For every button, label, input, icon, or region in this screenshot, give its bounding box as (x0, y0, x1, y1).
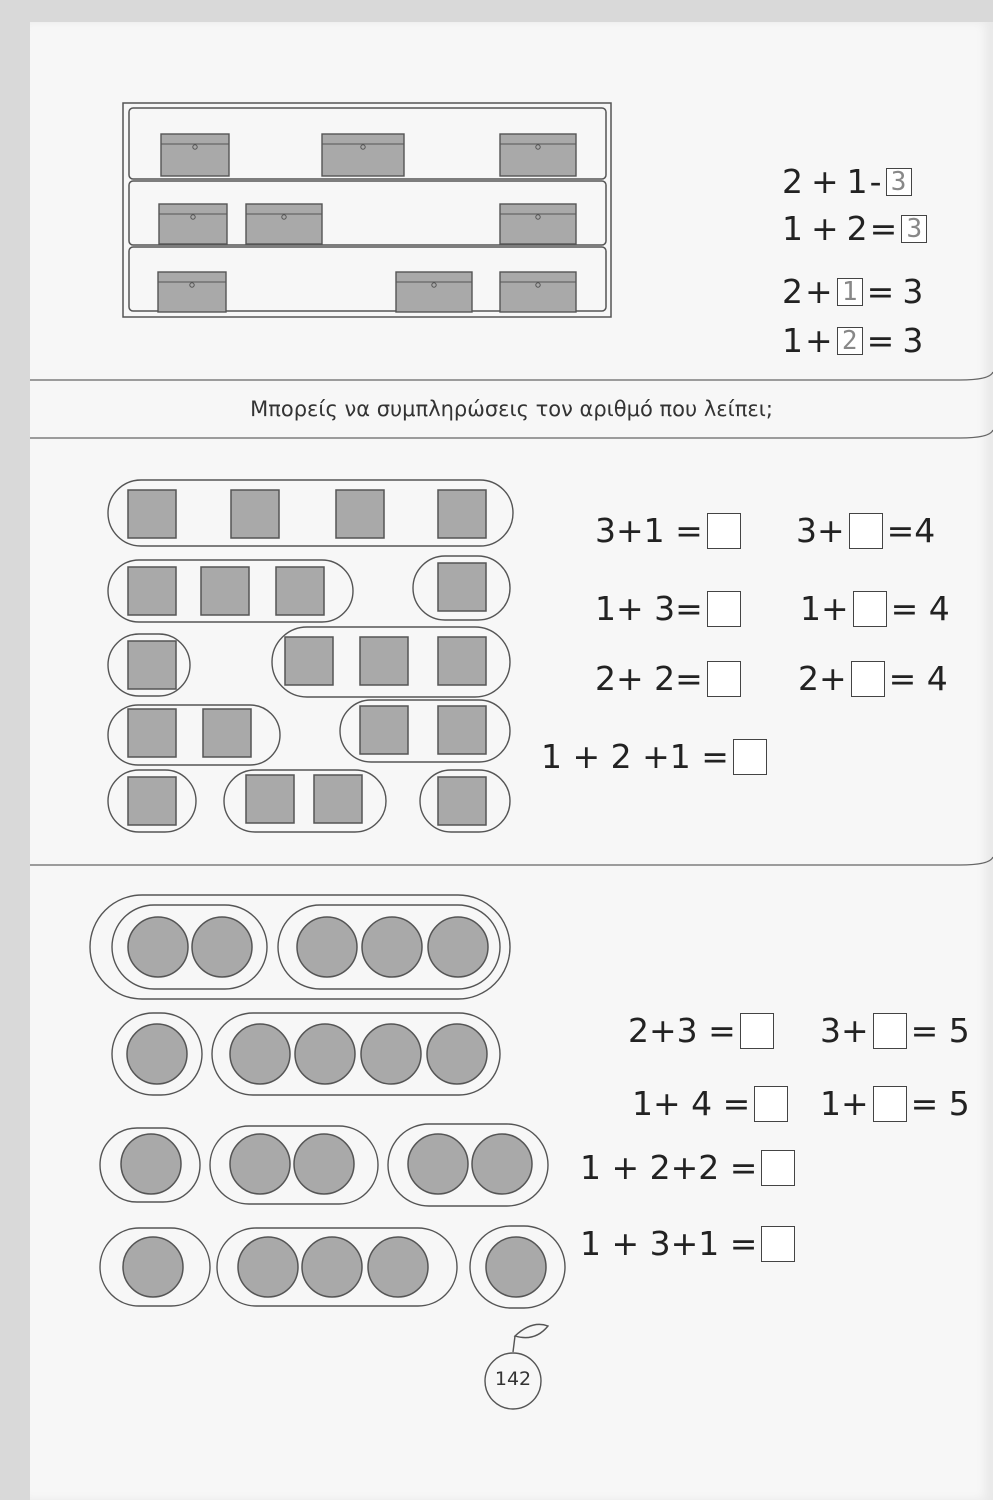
shelf-box (159, 204, 227, 244)
counting-circle (486, 1237, 546, 1297)
answer-box[interactable] (740, 1013, 774, 1049)
answer-box[interactable] (851, 661, 885, 697)
counting-circle (230, 1134, 290, 1194)
page-number: 142 (494, 1368, 532, 1390)
counting-square (128, 777, 176, 825)
equation-text: = 4 (890, 589, 950, 628)
counting-square (438, 490, 486, 538)
shelf-equation-1 (782, 163, 914, 201)
operator: - (869, 162, 882, 201)
shelf-box (161, 134, 229, 176)
shelf-equation-3 (782, 273, 923, 311)
counting-square (285, 637, 333, 685)
counting-circle (361, 1024, 421, 1084)
answer-box[interactable]: 3 (886, 168, 912, 196)
operator: = (869, 209, 898, 248)
equation-term: 1 (782, 209, 803, 248)
counting-circle (472, 1134, 532, 1194)
counting-circle (192, 917, 252, 977)
counting-circle (427, 1024, 487, 1084)
equation-text: 1+ (800, 589, 849, 628)
operator: + (811, 162, 839, 201)
equation-missing-4a (796, 512, 935, 550)
operator: + (811, 209, 839, 248)
answer-box[interactable] (707, 513, 741, 549)
counting-square (314, 775, 362, 823)
counting-square (438, 706, 486, 754)
equation-sum-4c (595, 660, 743, 698)
counting-square (246, 775, 294, 823)
counting-square (128, 641, 176, 689)
operator: = (866, 272, 895, 311)
counting-square (336, 490, 384, 538)
equation-text: 2+ 2= (595, 659, 703, 698)
equation-missing-5b (820, 1085, 970, 1123)
counting-square (231, 490, 279, 538)
counting-square (276, 567, 324, 615)
shelf-boxes (158, 134, 576, 312)
counting-square (438, 777, 486, 825)
instruction-banner: Μπορείς να συμπληρώσεις τον αριθμό που λείπει; (250, 397, 773, 421)
equation-sum-4b (595, 590, 743, 628)
counting-square (128, 490, 176, 538)
divider-curve (30, 372, 993, 380)
apple-icon (485, 1324, 548, 1409)
counting-circle (230, 1024, 290, 1084)
equation-sum-4a (595, 512, 743, 550)
answer-box[interactable]: 1 (837, 278, 863, 306)
answer-box[interactable] (761, 1150, 795, 1186)
counting-square (128, 709, 176, 757)
equation-term: 1 (846, 162, 868, 201)
equation-text: 1+ 4 = (632, 1084, 751, 1123)
equation-missing-4c (798, 660, 948, 698)
operator: = (866, 321, 895, 360)
circle-groups (90, 895, 565, 1308)
equation-result: 3 (902, 272, 924, 311)
equation-sum-5a (628, 1012, 776, 1050)
equation-text: 1 + 3+1 = (580, 1224, 758, 1263)
answer-box[interactable] (707, 591, 741, 627)
answer-box[interactable] (733, 739, 767, 775)
counting-circle (121, 1134, 181, 1194)
equation-text: = 5 (910, 1011, 970, 1050)
answer-box[interactable] (873, 1013, 907, 1049)
equation-sum-5c (580, 1149, 797, 1187)
shelf-equation-4 (782, 322, 923, 360)
equation-term: 2 (782, 272, 803, 311)
equation-text: 2+3 = (628, 1011, 736, 1050)
equation-text: 1 + 2+2 = (580, 1148, 758, 1187)
counting-circle (408, 1134, 468, 1194)
counting-circle (238, 1237, 298, 1297)
shelf-box (246, 204, 322, 244)
shelf-box (500, 272, 576, 312)
counting-square (360, 706, 408, 754)
counting-circle (428, 917, 488, 977)
counting-square (201, 567, 249, 615)
counting-square (360, 637, 408, 685)
counting-square (203, 709, 251, 757)
counting-circle (127, 1024, 187, 1084)
equation-term: 2 (846, 209, 868, 248)
answer-box[interactable] (873, 1086, 907, 1122)
equation-sum-4d (541, 738, 769, 776)
equation-result: 3 (902, 321, 924, 360)
equation-text: =4 (886, 511, 936, 550)
equation-text: 1+ 3= (595, 589, 703, 628)
answer-box[interactable] (707, 661, 741, 697)
counting-circle (297, 917, 357, 977)
shelf-box (322, 134, 404, 176)
counting-circle (362, 917, 422, 977)
operator: + (805, 272, 833, 311)
divider-curve (30, 857, 993, 865)
shelf-box (500, 204, 576, 244)
equation-text: 2+ (798, 659, 847, 698)
operator: + (805, 321, 833, 360)
counting-square (438, 637, 486, 685)
equation-text: 3+1 = (595, 511, 703, 550)
answer-box[interactable]: 3 (901, 215, 927, 243)
answer-box[interactable] (754, 1086, 788, 1122)
counting-square (438, 563, 486, 611)
shelf-box (396, 272, 472, 312)
counting-circle (128, 917, 188, 977)
equation-term: 1 (782, 321, 803, 360)
answer-box[interactable] (761, 1226, 795, 1262)
square-groups (108, 480, 513, 832)
shelf-box (500, 134, 576, 176)
equation-text: = 5 (910, 1084, 970, 1123)
counting-circle (295, 1024, 355, 1084)
equation-text: 3+ (796, 511, 845, 550)
equation-text: = 4 (888, 659, 948, 698)
equation-text: 3+ (820, 1011, 869, 1050)
counting-circle (294, 1134, 354, 1194)
counting-square (128, 567, 176, 615)
answer-box[interactable] (853, 591, 887, 627)
equation-sum-5b (632, 1085, 790, 1123)
equation-missing-4b (800, 590, 950, 628)
equation-missing-5a (820, 1012, 970, 1050)
shelf-equation-2 (782, 210, 929, 248)
counting-circle (368, 1237, 428, 1297)
shelf-box (158, 272, 226, 312)
answer-box[interactable]: 2 (837, 327, 863, 355)
counting-circle (302, 1237, 362, 1297)
equation-term: 2 (782, 162, 803, 201)
equation-text: 1+ (820, 1084, 869, 1123)
equation-sum-5d (580, 1225, 797, 1263)
answer-box[interactable] (849, 513, 883, 549)
equation-text: 1 + 2 +1 = (541, 737, 729, 776)
counting-circle (123, 1237, 183, 1297)
